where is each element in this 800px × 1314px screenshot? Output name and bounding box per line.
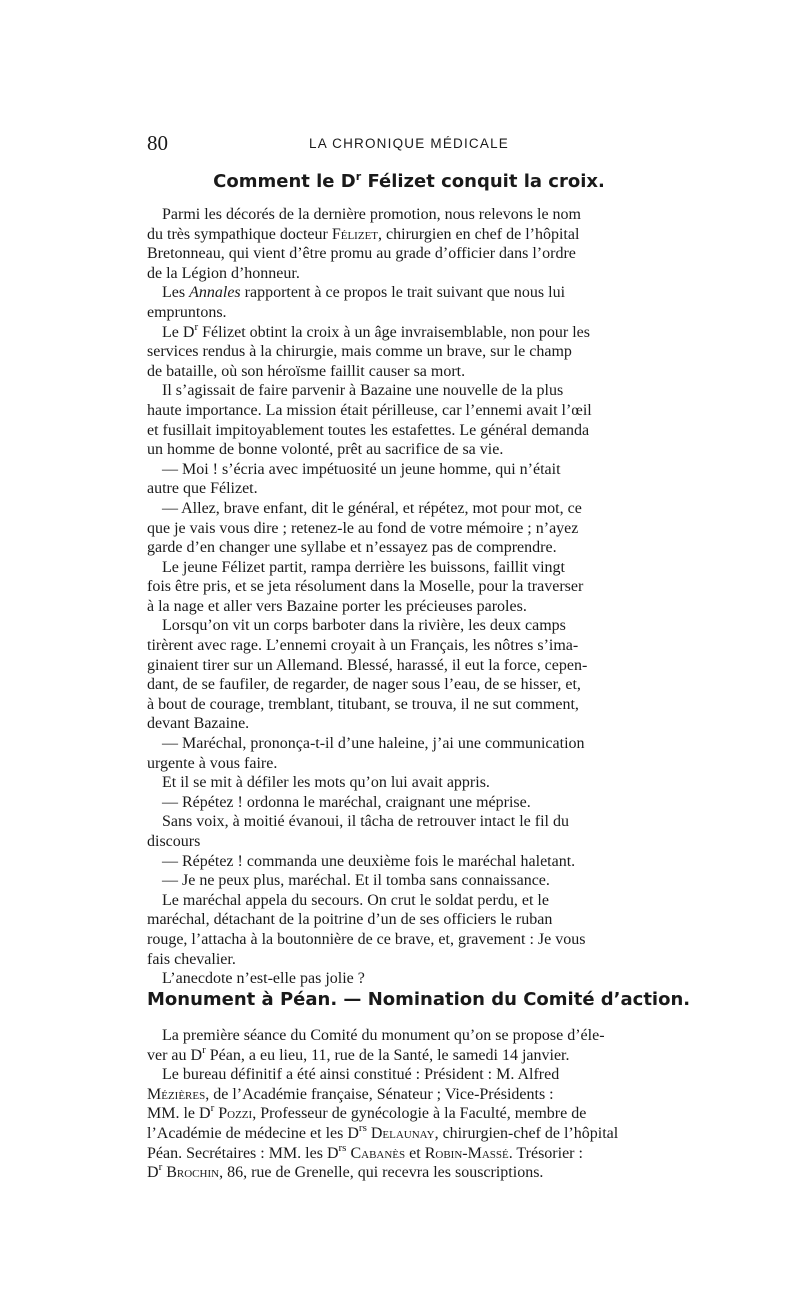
text-line: et fusillait impitoyablement toutes les estafettes. Le général demanda [147, 421, 590, 439]
text-line: — Répétez ! ordonna le maréchal, craignant une méprise. [162, 793, 531, 811]
text-line: du très sympathique docteur Félizet, chirurgien en chef de l’hôpital [147, 225, 580, 243]
text-line: — Moi ! s’écria avec impétuosité un jeune homme, qui n’était [162, 460, 561, 478]
text-line: à bout de courage, tremblant, titubant, se trouva, il ne sut comment, [147, 695, 579, 713]
text-line: l’Académie de médecine et les $D^{rs}$ Delaunay, chirurgien-chef de l’hôpital [147, 1121, 619, 1142]
text-line: Bretonneau, qui vient d’être promu au grade d’officier dans l’ordre [147, 245, 576, 263]
article-title-pean: Monument à Péan. — Nomination du Comité d’action. [147, 989, 691, 1010]
text-line: Lorsqu’on vit un corps barboter dans la rivière, les deux camps [162, 617, 566, 635]
text-line: garde d’en changer une syllabe et n’essayez pas de comprendre. [147, 539, 557, 557]
text-line: Parmi les décorés de la dernière promotion, nous relevons le nom [162, 206, 581, 223]
text-line: — Répétez ! commanda une deuxième fois le maréchal haletant. [162, 852, 576, 870]
text-line: fais chevalier. [147, 950, 236, 968]
text-line: MM. le $D^r$ Pozzi, Professeur de gynécologie à la Faculté, membre de [147, 1102, 587, 1123]
text-line: L’anecdote n’est-elle pas jolie ? [162, 970, 365, 988]
text-line: — Je ne peux plus, maréchal. Et il tomba sans connaissance. [162, 872, 550, 890]
text-line: Sans voix, à moitié évanoui, il tâcha de retrouver intact le fil du [162, 813, 569, 831]
running-head [147, 130, 671, 156]
text-line: ver au $D^r$ Péan, a eu lieu, 11, rue de la Santé, le samedi 14 janvier. [147, 1043, 570, 1064]
text-line: à la nage et aller vers Bazaine porter les précieuses paroles. [147, 597, 527, 615]
text-line: Péan. Secrétaires : MM. les $D^{rs}$ Cabanès et Robin-Massé. Trésorier : [147, 1141, 583, 1162]
page-number: 80 [147, 131, 168, 155]
text-line: de bataille, où son héroïsme faillit causer sa mort. [147, 362, 466, 380]
text-line: empruntons. [147, 303, 227, 321]
text-line: Et il se mit à défiler les mots qu’on lui avait appris. [162, 774, 490, 792]
text-line: Le maréchal appela du secours. On crut le soldat perdu, et le [162, 891, 549, 909]
text-line: rouge, l’attacha à la boutonnière de ce brave, et, gravement : Je vous [147, 930, 586, 948]
text-line: haute importance. La mission était périlleuse, car l’ennemi avait l’œil [147, 401, 592, 419]
article-body-pean [147, 1026, 671, 1183]
text-line: fois être pris, et se jeta résolument dans la Moselle, pour la traverser [147, 578, 584, 596]
text-line: La première séance du Comité du monument qu’on se propose d’éle- [162, 1027, 605, 1044]
text-line: que je vais vous dire ; retenez-le au fond de votre mémoire ; n’ayez [147, 519, 579, 537]
text-line: discours [147, 833, 201, 850]
text-line: $D^r$ Brochin, 86, rue de Grenelle, qui recevra les souscriptions. [147, 1161, 544, 1182]
text-line: Mézières, de l’Académie française, Sénateur ; Vice-Présidents : [147, 1085, 554, 1103]
text-line: — Maréchal, prononça-t-il d’une haleine, j’ai une communication [162, 735, 585, 753]
text-line: services rendus à la chirurgie, mais comme un brave, sur le champ [147, 343, 572, 361]
text-line: Il s’agissait de faire parvenir à Bazaine une nouvelle de la plus [162, 382, 564, 400]
text-line: un homme de bonne volonté, prêt au sacrifice de sa vie. [147, 441, 504, 459]
text-line: — Allez, brave enfant, dit le général, et répétez, mot pour mot, ce [162, 499, 582, 517]
text-line: Les Annales rapportent à ce propos le trait suivant que nous lui [162, 284, 566, 302]
text-line: de la Légion d’honneur. [147, 264, 300, 282]
article-body-felizet [147, 205, 671, 989]
text-line: autre que Félizet. [147, 480, 258, 498]
text-line: dant, de se faufiler, de regarder, de nager sous l’eau, de se hisser, et, [147, 676, 581, 694]
text-line: Le $D^r$ Félizet obtint la croix à un âge invraisemblable, non pour les [162, 320, 590, 341]
text-line: tirèrent avec rage. L’ennemi croyait à un Français, les nôtres s’ima- [147, 637, 579, 655]
text-line: devant Bazaine. [147, 715, 250, 733]
text-line: Le bureau définitif a été ainsi constitué : Président : M. Alfred [162, 1066, 560, 1084]
text-line: urgente à vous faire. [147, 754, 278, 772]
article-title-felizet: Comment le $D^r$ Félizet conquit la croix. [213, 170, 605, 192]
text-line: Le jeune Félizet partit, rampa derrière les buissons, faillit vingt [162, 558, 565, 576]
text-line: ginaient tirer sur un Allemand. Blessé, harassé, il eut la force, cepen- [147, 656, 588, 674]
text-line: maréchal, détachant de la poitrine d’un de ses officiers le ruban [147, 911, 553, 929]
journal-title: LA CHRONIQUE MÉDICALE [309, 136, 509, 151]
